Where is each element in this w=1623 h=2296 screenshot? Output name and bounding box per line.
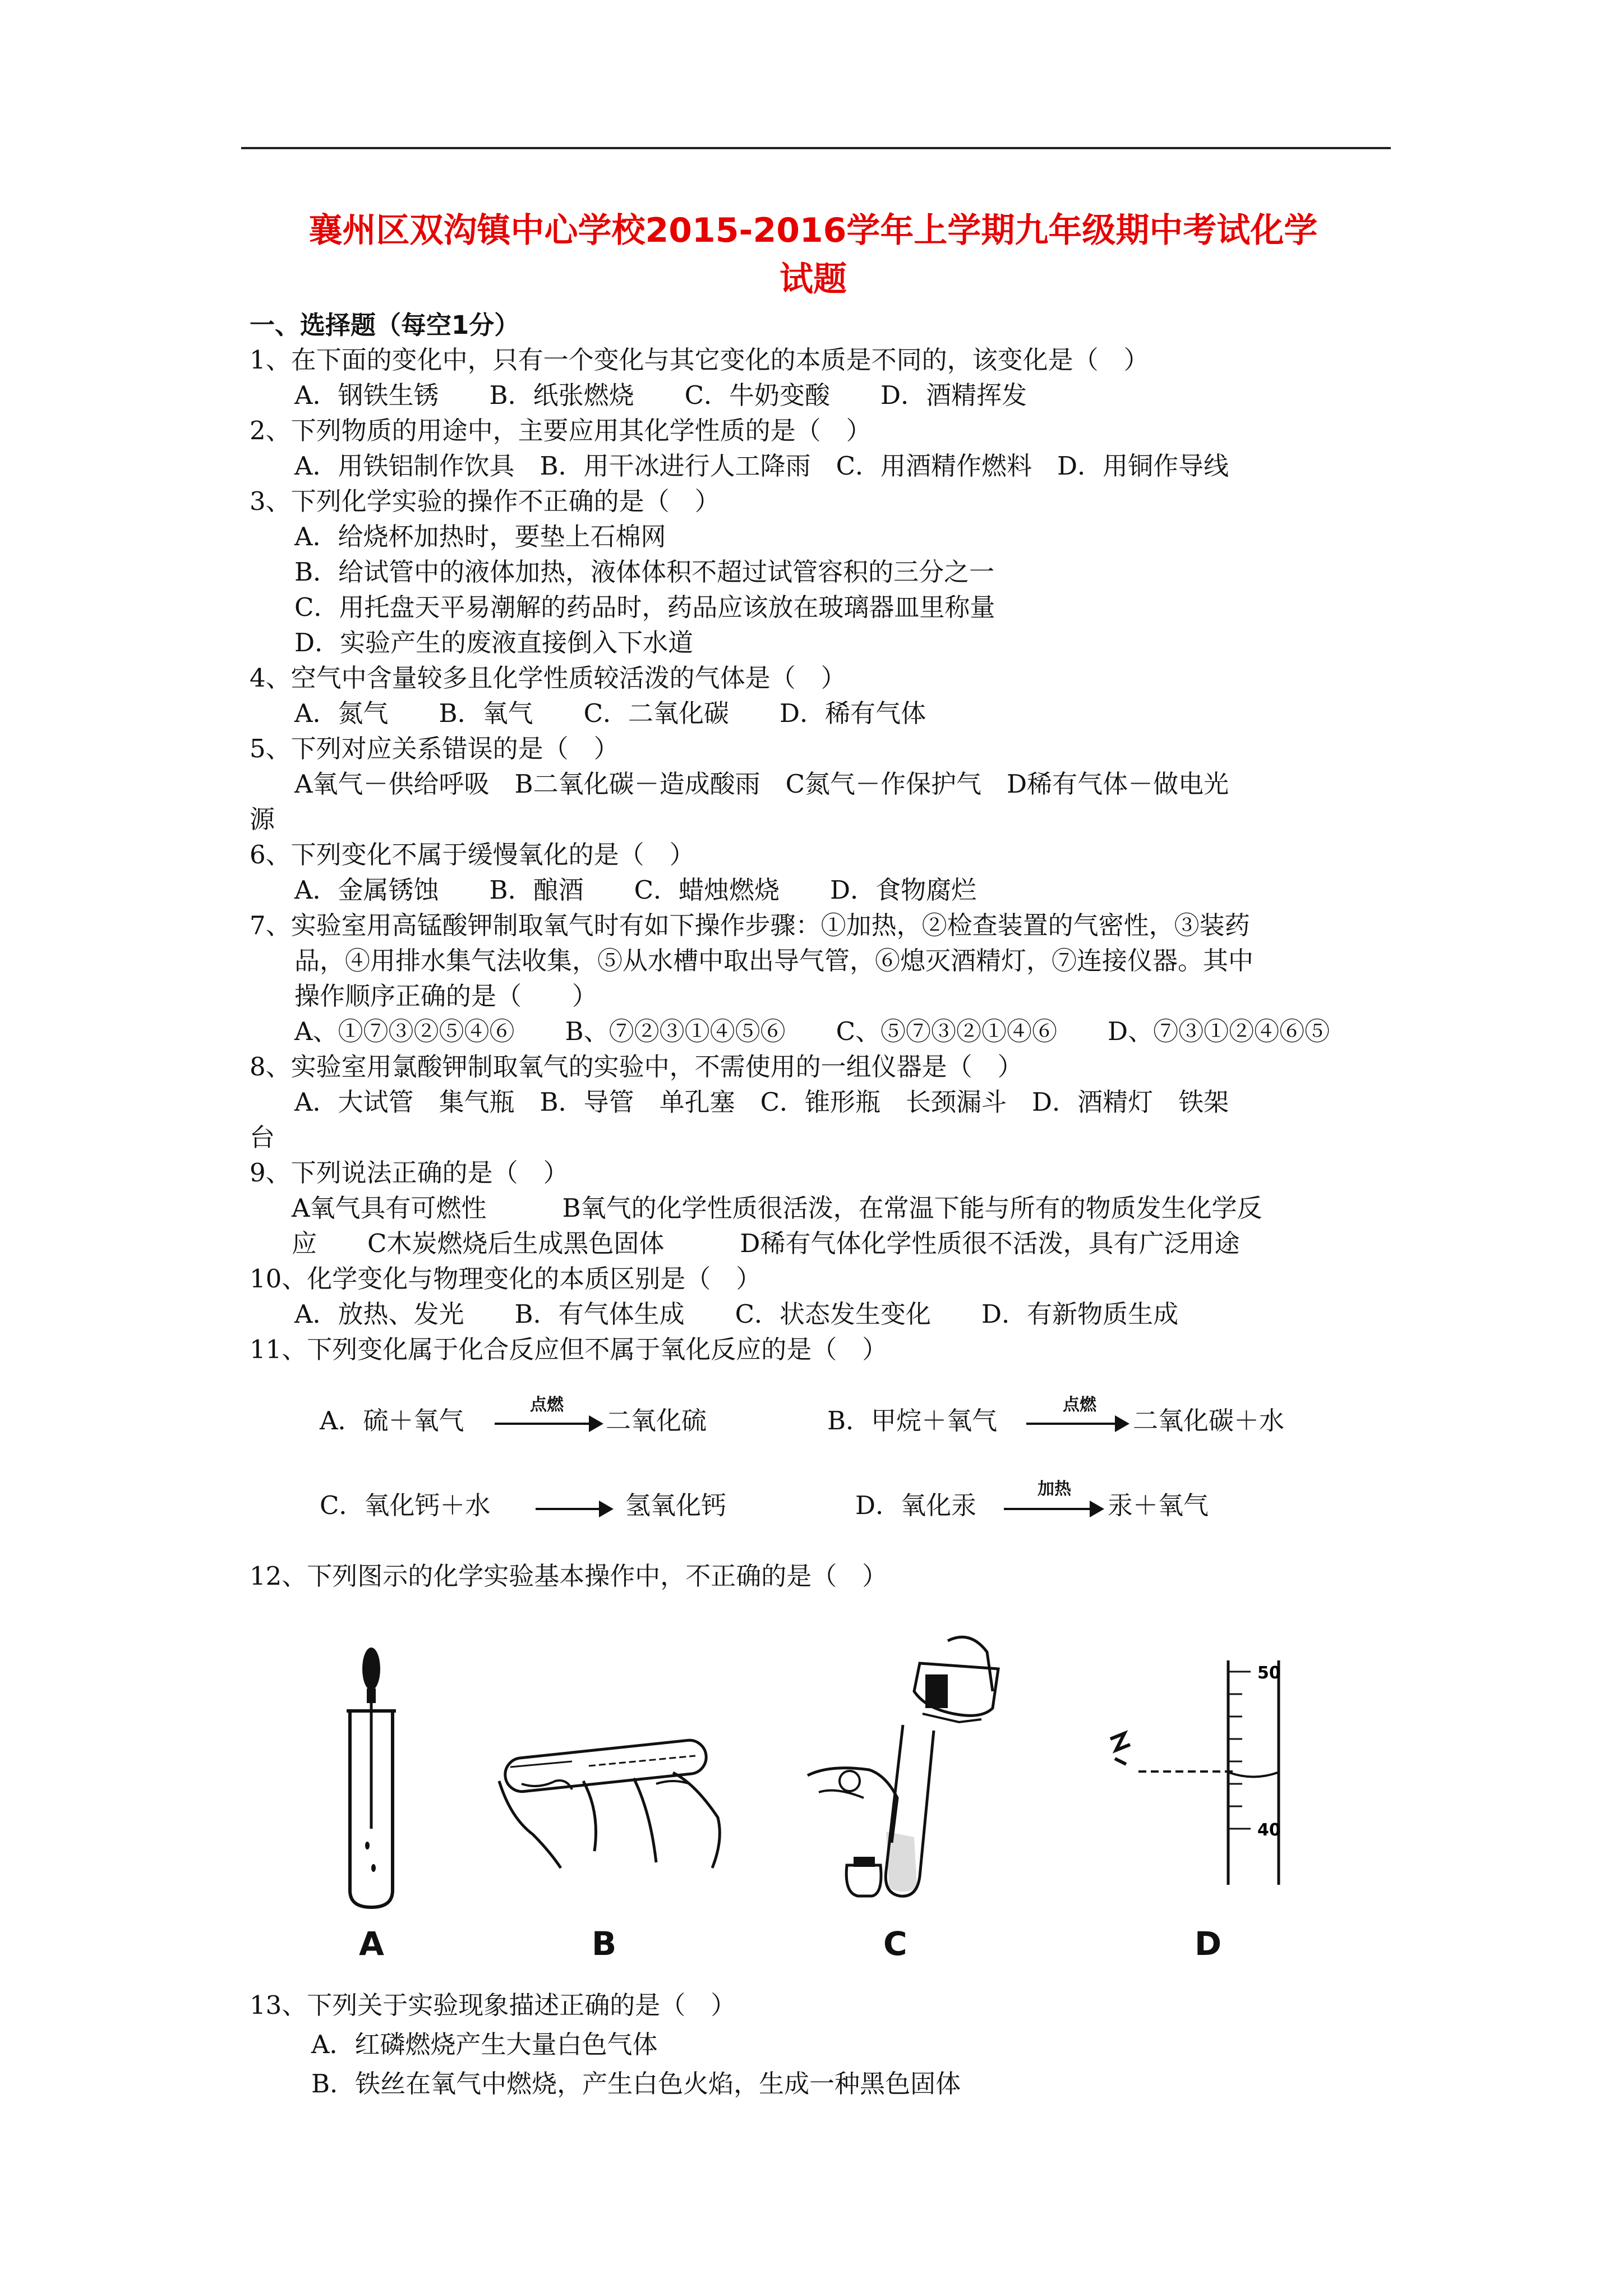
question-7-cont: 品，④用排水集气法收集，⑤从水槽中取出导气管，⑥熄灭酒精灯，⑦连接仪器。其中 <box>294 946 1254 976</box>
question-10: 10、化学变化与物理变化的本质区别是（ ） <box>250 1264 762 1294</box>
figure-a-dropper-in-tube <box>336 1644 404 1913</box>
question-5-options: A氧气－供给呼吸 B二氧化碳－造成酸雨 C氮气－作保护气 D稀有气体－做电光 <box>294 769 1229 799</box>
reaction-c-products: 氢氧化钙 <box>625 1490 727 1520</box>
question-3-option-a: A．给烧杯加热时，要垫上石棉网 <box>294 522 666 551</box>
figure-a-label: A <box>359 1925 384 1963</box>
question-7-options: A、①⑦③②⑤④⑥ B、⑦②③①④⑤⑥ C、⑤⑦③②①④⑥ D、⑦③①②④⑥⑤ <box>294 1016 1330 1046</box>
question-8: 8、实验室用氯酸钾制取氧气的实验中，不需使用的一组仪器是（ ） <box>250 1052 1023 1082</box>
question-6: 6、下列变化不属于缓慢氧化的是（ ） <box>250 840 695 869</box>
cylinder-tick-50: 50 <box>1257 1663 1281 1683</box>
question-13-option-a: A．红磷燃烧产生大量白色气体 <box>311 2030 658 2059</box>
reaction-a-condition: 点燃 <box>530 1395 564 1415</box>
question-1-options: A．钢铁生锈 B．纸张燃烧 C．牛奶变酸 D．酒精挥发 <box>294 380 1027 410</box>
reaction-b-reactants: B．甲烷＋氧气 <box>827 1406 998 1435</box>
question-2: 2、下列物质的用途中，主要应用其化学性质的是（ ） <box>250 416 872 445</box>
question-5: 5、下列对应关系错误的是（ ） <box>250 734 619 763</box>
question-9: 9、下列说法正确的是（ ） <box>250 1158 569 1188</box>
reaction-b-products: 二氧化碳＋水 <box>1133 1406 1285 1435</box>
question-13: 13、下列关于实验现象描述正确的是（ ） <box>250 1990 736 2020</box>
page-title-cont: 试题 <box>780 260 847 299</box>
question-1: 1、在下面的变化中，只有一个变化与其它变化的本质是不同的，该变化是（ ） <box>250 345 1149 375</box>
reaction-c-reactants: C．氧化钙＋水 <box>320 1490 491 1520</box>
reaction-b-condition: 点燃 <box>1063 1395 1096 1415</box>
question-3-option-b: B．给试管中的液体加热，液体体积不超过试管容积的三分之一 <box>294 557 995 587</box>
section-heading: 一、选择题（每空1分） <box>250 310 520 340</box>
figure-c-pouring-liquid <box>802 1630 1038 1910</box>
figure-c-label: C <box>883 1925 907 1963</box>
reaction-a-arrow <box>495 1423 601 1425</box>
question-9-options-cont: 应 C木炭燃烧后生成黑色固体 D稀有气体化学性质很不活泼，具有广泛用途 <box>292 1228 1240 1258</box>
reaction-d-arrow <box>1004 1508 1102 1510</box>
question-6-options: A．金属锈蚀 B．酿酒 C．蜡烛燃烧 D．食物腐烂 <box>294 875 977 905</box>
question-12: 12、下列图示的化学实验基本操作中，不正确的是（ ） <box>250 1561 888 1591</box>
question-4: 4、空气中含量较多且化学性质较活泼的气体是（ ） <box>250 663 846 693</box>
header-rule <box>241 147 1391 149</box>
question-5-options-cont: 源 <box>250 804 275 834</box>
question-7-cont-2: 操作顺序正确的是（ ） <box>294 981 598 1011</box>
reaction-a-reactants: A．硫＋氧气 <box>320 1406 464 1435</box>
question-10-options: A．放热、发光 B．有气体生成 C．状态发生变化 D．有新物质生成 <box>294 1299 1179 1329</box>
reaction-d-products: 汞＋氧气 <box>1108 1490 1209 1520</box>
reaction-b-arrow <box>1026 1423 1127 1425</box>
question-4-options: A．氮气 B．氧气 C．二氧化碳 D．稀有气体 <box>294 698 926 728</box>
figure-b-label: B <box>592 1925 617 1963</box>
reaction-d-condition: 加热 <box>1038 1479 1071 1499</box>
reaction-d-reactants: D．氧化汞 <box>855 1490 977 1520</box>
question-3: 3、下列化学实验的操作不正确的是（ ） <box>250 486 720 516</box>
figure-b-hands-holding-tube <box>488 1683 735 1874</box>
page-title: 襄州区双沟镇中心学校2015-2016学年上学期九年级期中考试化学 <box>308 211 1318 250</box>
reaction-a-products: 二氧化硫 <box>606 1406 707 1435</box>
figure-d-label: D <box>1195 1925 1222 1963</box>
question-11: 11、下列变化属于化合反应但不属于氧化反应的是（ ） <box>250 1335 888 1364</box>
question-8-options-cont: 台 <box>250 1122 275 1152</box>
reaction-c-arrow <box>536 1508 611 1510</box>
question-9-options: A氧气具有可燃性 B氧气的化学性质很活泼，在常温下能与所有的物质发生化学反 <box>292 1193 1262 1223</box>
question-13-option-b: B．铁丝在氧气中燃烧，产生白色火焰，生成一种黑色固体 <box>311 2069 961 2099</box>
question-3-option-d: D．实验产生的废液直接倒入下水道 <box>294 628 694 657</box>
cylinder-tick-40: 40 <box>1257 1820 1281 1840</box>
question-8-options: A．大试管 集气瓶 B．导管 单孔塞 C．锥形瓶 长颈漏斗 D．酒精灯 铁架 <box>294 1087 1229 1117</box>
question-3-option-c: C．用托盘天平易潮解的药品时，药品应该放在玻璃器皿里称量 <box>294 592 995 622</box>
figure-d-graduated-cylinder <box>1099 1660 1324 1896</box>
question-2-options: A．用铁铝制作饮具 B．用干冰进行人工降雨 C．用酒精作燃料 D．用铜作导线 <box>294 451 1229 481</box>
question-7: 7、实验室用高锰酸钾制取氧气时有如下操作步骤：①加热，②检查装置的气密性，③装药 <box>250 910 1250 940</box>
